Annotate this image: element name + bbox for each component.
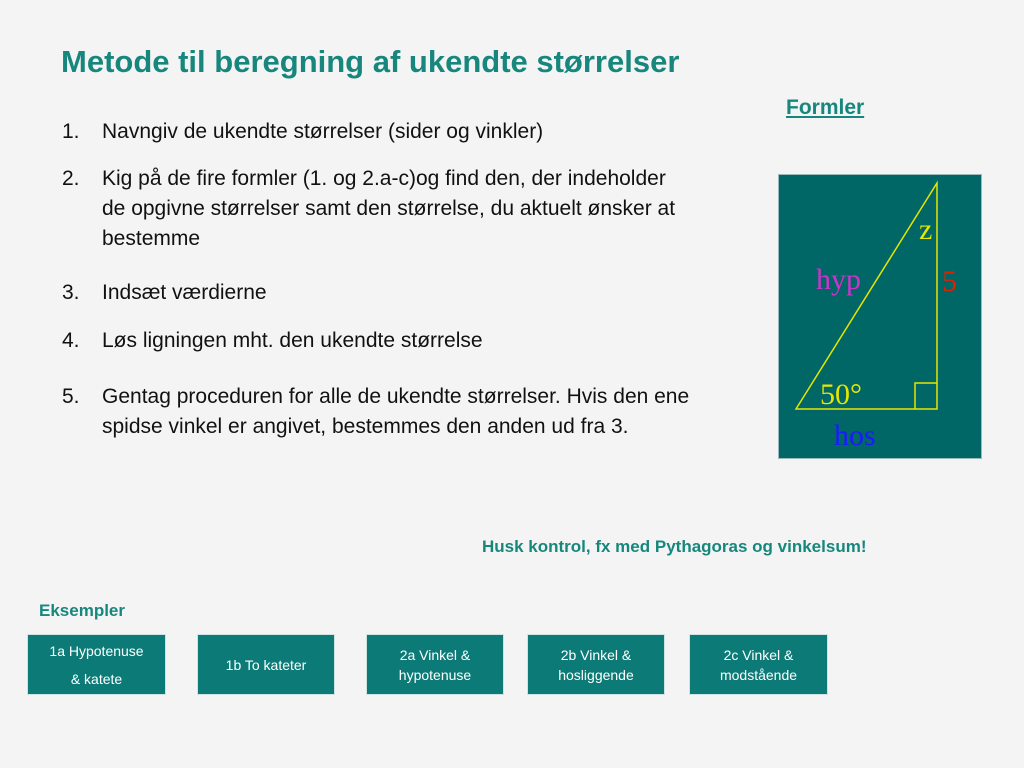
label-hyp: hyp bbox=[816, 263, 861, 296]
example-button-2a[interactable] bbox=[366, 634, 504, 695]
step-text: Gentag proceduren for alle de ukendte størrelser. Hvis den ene spidse vinkel er angivet, bestemmes den anden ud fra 3. bbox=[102, 385, 690, 438]
button-label-line1: 2c Vinkel & bbox=[723, 646, 794, 663]
label-z: z bbox=[919, 213, 933, 246]
triangle-figure bbox=[778, 174, 982, 459]
label-hos: hos bbox=[834, 419, 876, 452]
step-text: Løs ligningen mht. den ukendte størrelse bbox=[102, 329, 483, 352]
page-title: Metode til beregning af ukendte størrelser bbox=[61, 44, 680, 79]
button-label-line1: 1a Hypotenuse bbox=[49, 642, 144, 659]
step-number: 5. bbox=[62, 385, 80, 408]
right-angle-marker bbox=[915, 383, 937, 409]
button-label-line2: modstående bbox=[719, 666, 798, 683]
example-button-2c[interactable] bbox=[689, 634, 828, 695]
example-button-1b[interactable] bbox=[197, 634, 335, 695]
reminder-text: Husk kontrol, fx med Pythagoras og vinkelsum! bbox=[482, 537, 867, 556]
right-triangle bbox=[796, 183, 937, 409]
label-side-5: 5 bbox=[942, 265, 957, 298]
step-number: 3. bbox=[62, 281, 80, 304]
button-label-line1: 2a Vinkel & bbox=[399, 646, 471, 663]
button-label-line1: 2b Vinkel & bbox=[560, 646, 632, 663]
step-text: Indsæt værdierne bbox=[102, 281, 267, 304]
button-label-line2: hosliggende bbox=[558, 666, 634, 683]
label-angle: 50° bbox=[820, 378, 862, 411]
example-button-2b[interactable] bbox=[527, 634, 665, 695]
step-text: Kig på de fire formler (1. og 2.a-c)og find den, der indeholder de opgivne størrelser samt den størrelse, du aktuelt ønsker at bestemme bbox=[102, 167, 676, 250]
step-number: 2. bbox=[62, 167, 80, 190]
button-label-line1: 1b To kateter bbox=[225, 656, 307, 673]
step-number: 4. bbox=[62, 329, 80, 352]
button-label-line2: & katete bbox=[70, 670, 123, 687]
formler-link[interactable]: Formler bbox=[786, 96, 865, 119]
step-text: Navngiv de ukendte størrelser (sider og vinkler) bbox=[102, 120, 544, 143]
button-label-line2: hypotenuse bbox=[398, 666, 472, 683]
step-number: 1. bbox=[62, 120, 80, 143]
triangle-drawing bbox=[779, 175, 981, 458]
examples-heading: Eksempler bbox=[39, 601, 125, 620]
example-button-1a[interactable] bbox=[27, 634, 166, 695]
